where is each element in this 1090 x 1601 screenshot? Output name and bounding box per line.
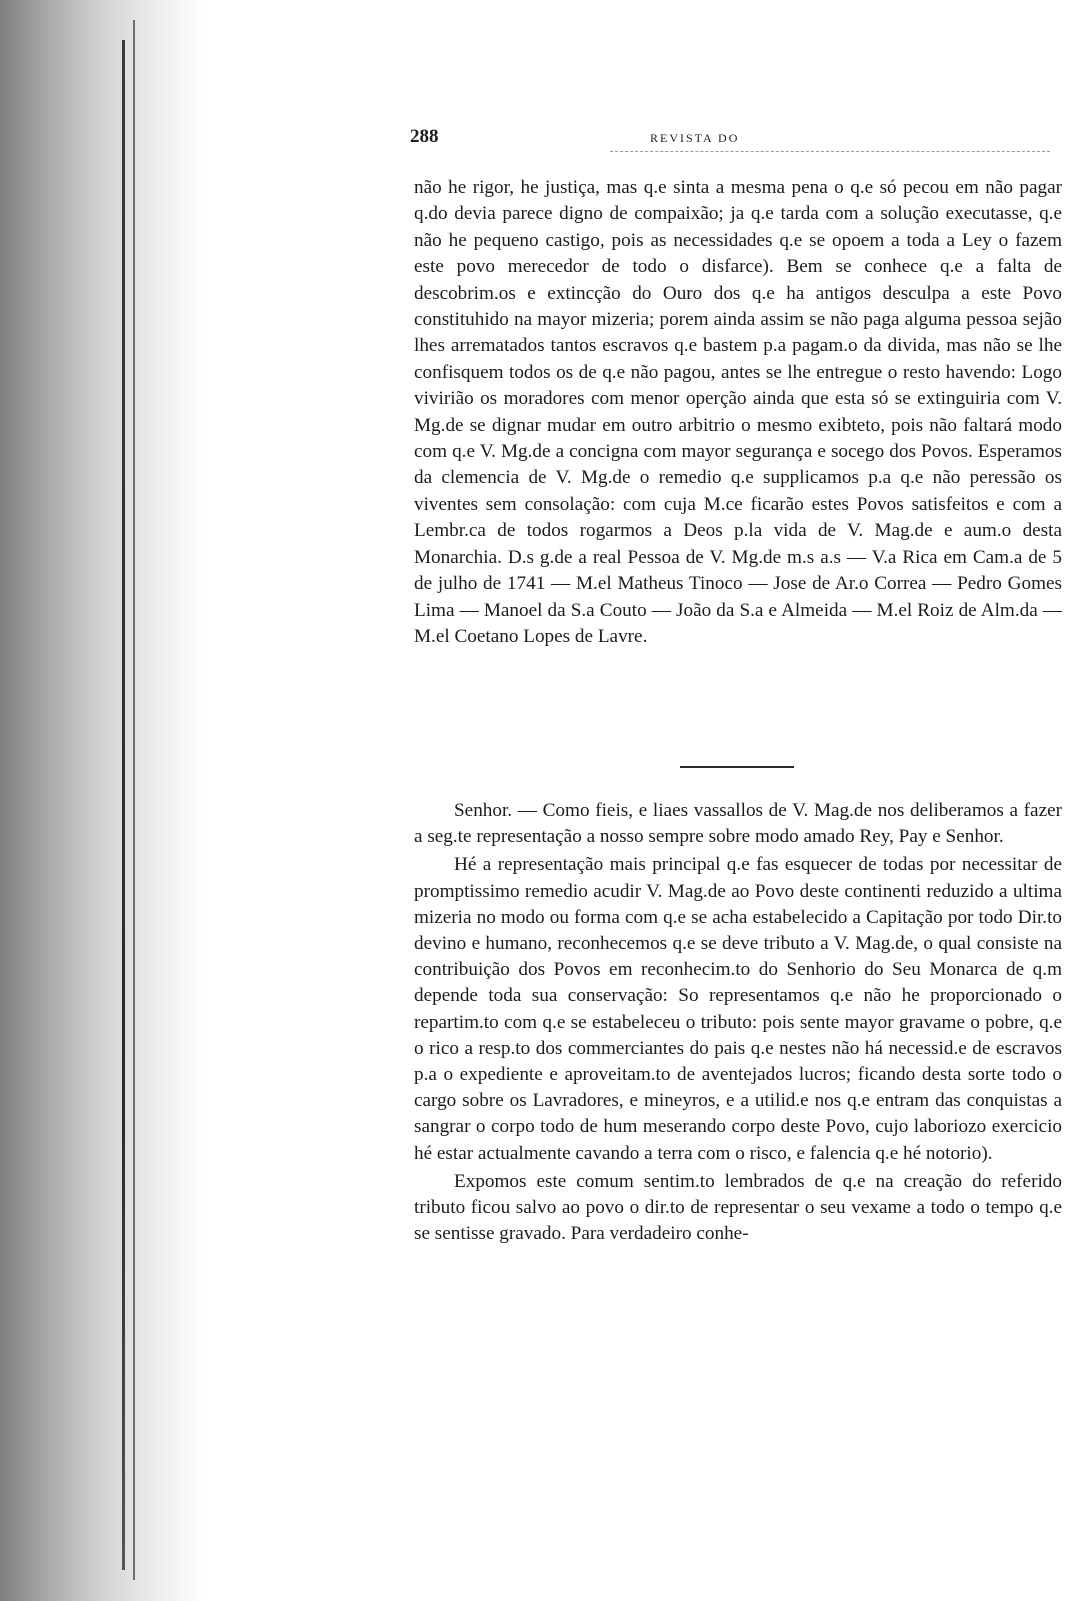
- page-number: 288: [410, 126, 439, 147]
- header-rule: [610, 151, 1050, 152]
- scan-binding-gutter: [0, 0, 205, 1601]
- letter-continuation: [414, 175, 1062, 650]
- letter-paragraph: não he rigor, he justiça, mas q.e sinta a mesma pena o q.e só pecou em não pagar q.do devia parece digno de compaixão; ja q.e tarda com a solução executasse, q.e não he pequeno castigo, pois as necessidades q.e se opoem a toda a Ley o fazem este povo merecedor de todo o disfarce). Bem se conhece q.e a falta de descobrim.os e extincção do Ouro dos q.e ha antigos desculpa a este Povo constituhido na mayor mizeria; porem ainda assim se não paga alguma pessoa sejão lhes arrematados tantos escravos q.e bastem p.a pagam.o da divida, mas não se lhe confisquem todos os de q.e não pagou, antes se lhe entregue o resto havendo: Logo vivirião os moradores com menor operção ainda que esta só se extinguiria com V. Mg.de se dignar mudar em outro arbitrio o mesmo exibteto, pois não faltará modo com q.e V. Mg.de a concigna com mayor segurança e socego dos Povos. Esperamos da clemencia de V. Mg.de o remedio q.e supplicamos p.a q.e não peressão os viventes sem consolação: com cuja M.ce ficarão estes Povos satisfeitos e com a Lembr.ca de todos rogarmos a Deos p.la vida de V. Mag.de e aum.o desta Monarchia. D.s g.de a real Pessoa de V. Mg.de m.s a.s — V.a Rica em Cam.a de 5 de julho de 1741 — M.el Matheus Tinoco — Jose de Ar.o Correa — Pedro Gomes Lima — Manoel da S.a Couto — João da S.a e Almeida — M.el Roiz de Alm.da — M.el Coetano Lopes de Lavre.: [414, 177, 1062, 647]
- page-header: [410, 126, 1050, 156]
- letter-paragraph: Expomos este comum sentim.to lembrados de q.e na creação do referido tributo ficou salvo ao povo o dir.to de representar o seu vexame a todo o tempo q.e se sentisse gravado. Para verdadeiro conhe-: [414, 1170, 1062, 1245]
- running-head: REVISTA DO: [650, 131, 740, 145]
- second-letter: [414, 798, 1062, 1247]
- letter-paragraph: Hé a representação mais principal q.e fas esquecer de todas por necessitar de promptissimo remedio acudir V. Mag.de ao Povo deste continenti reduzido a ultima mizeria no modo ou forma com q.e se acha estabelecido a Capitação por todo Dir.to devino e humano, reconhecemos q.e se deve tributo a V. Mag.de, o qual consiste na contribuição dos Povos em reconhecim.to do Senhorio do Seu Monarca de q.m depende toda sua conservação: So representamos q.e não he proporcionado o repartim.to com q.e se estabeleceu o tributo: pois sente mayor gravame o pobre, q.e o rico a resp.to dos commerciantes do pais q.e nestes não há necessid.e de escravos p.a o expediente e aproveitam.to de aventejados lucros; ficando desta sorte todo o cargo sobre os Lavradores, e mineyros, e a utilid.e nos q.e entram das conquistas a sangrar o corpo todo de hum meserando corpo deste Povo, cujo laboriozo exercicio hé estar actualmente cavando a terra com o risco, e falencia q.e hé notorio).: [414, 854, 1062, 1164]
- letter-paragraph: Senhor. — Como fieis, e liaes vassallos de V. Mag.de nos deliberamos a fazer a seg.te representação a nosso sempre sobre modo amado Rey, Pay e Senhor.: [414, 800, 1062, 848]
- section-separator: [680, 766, 794, 768]
- binding-edge-line-secondary: [133, 20, 135, 1580]
- binding-edge-line: [122, 40, 125, 1570]
